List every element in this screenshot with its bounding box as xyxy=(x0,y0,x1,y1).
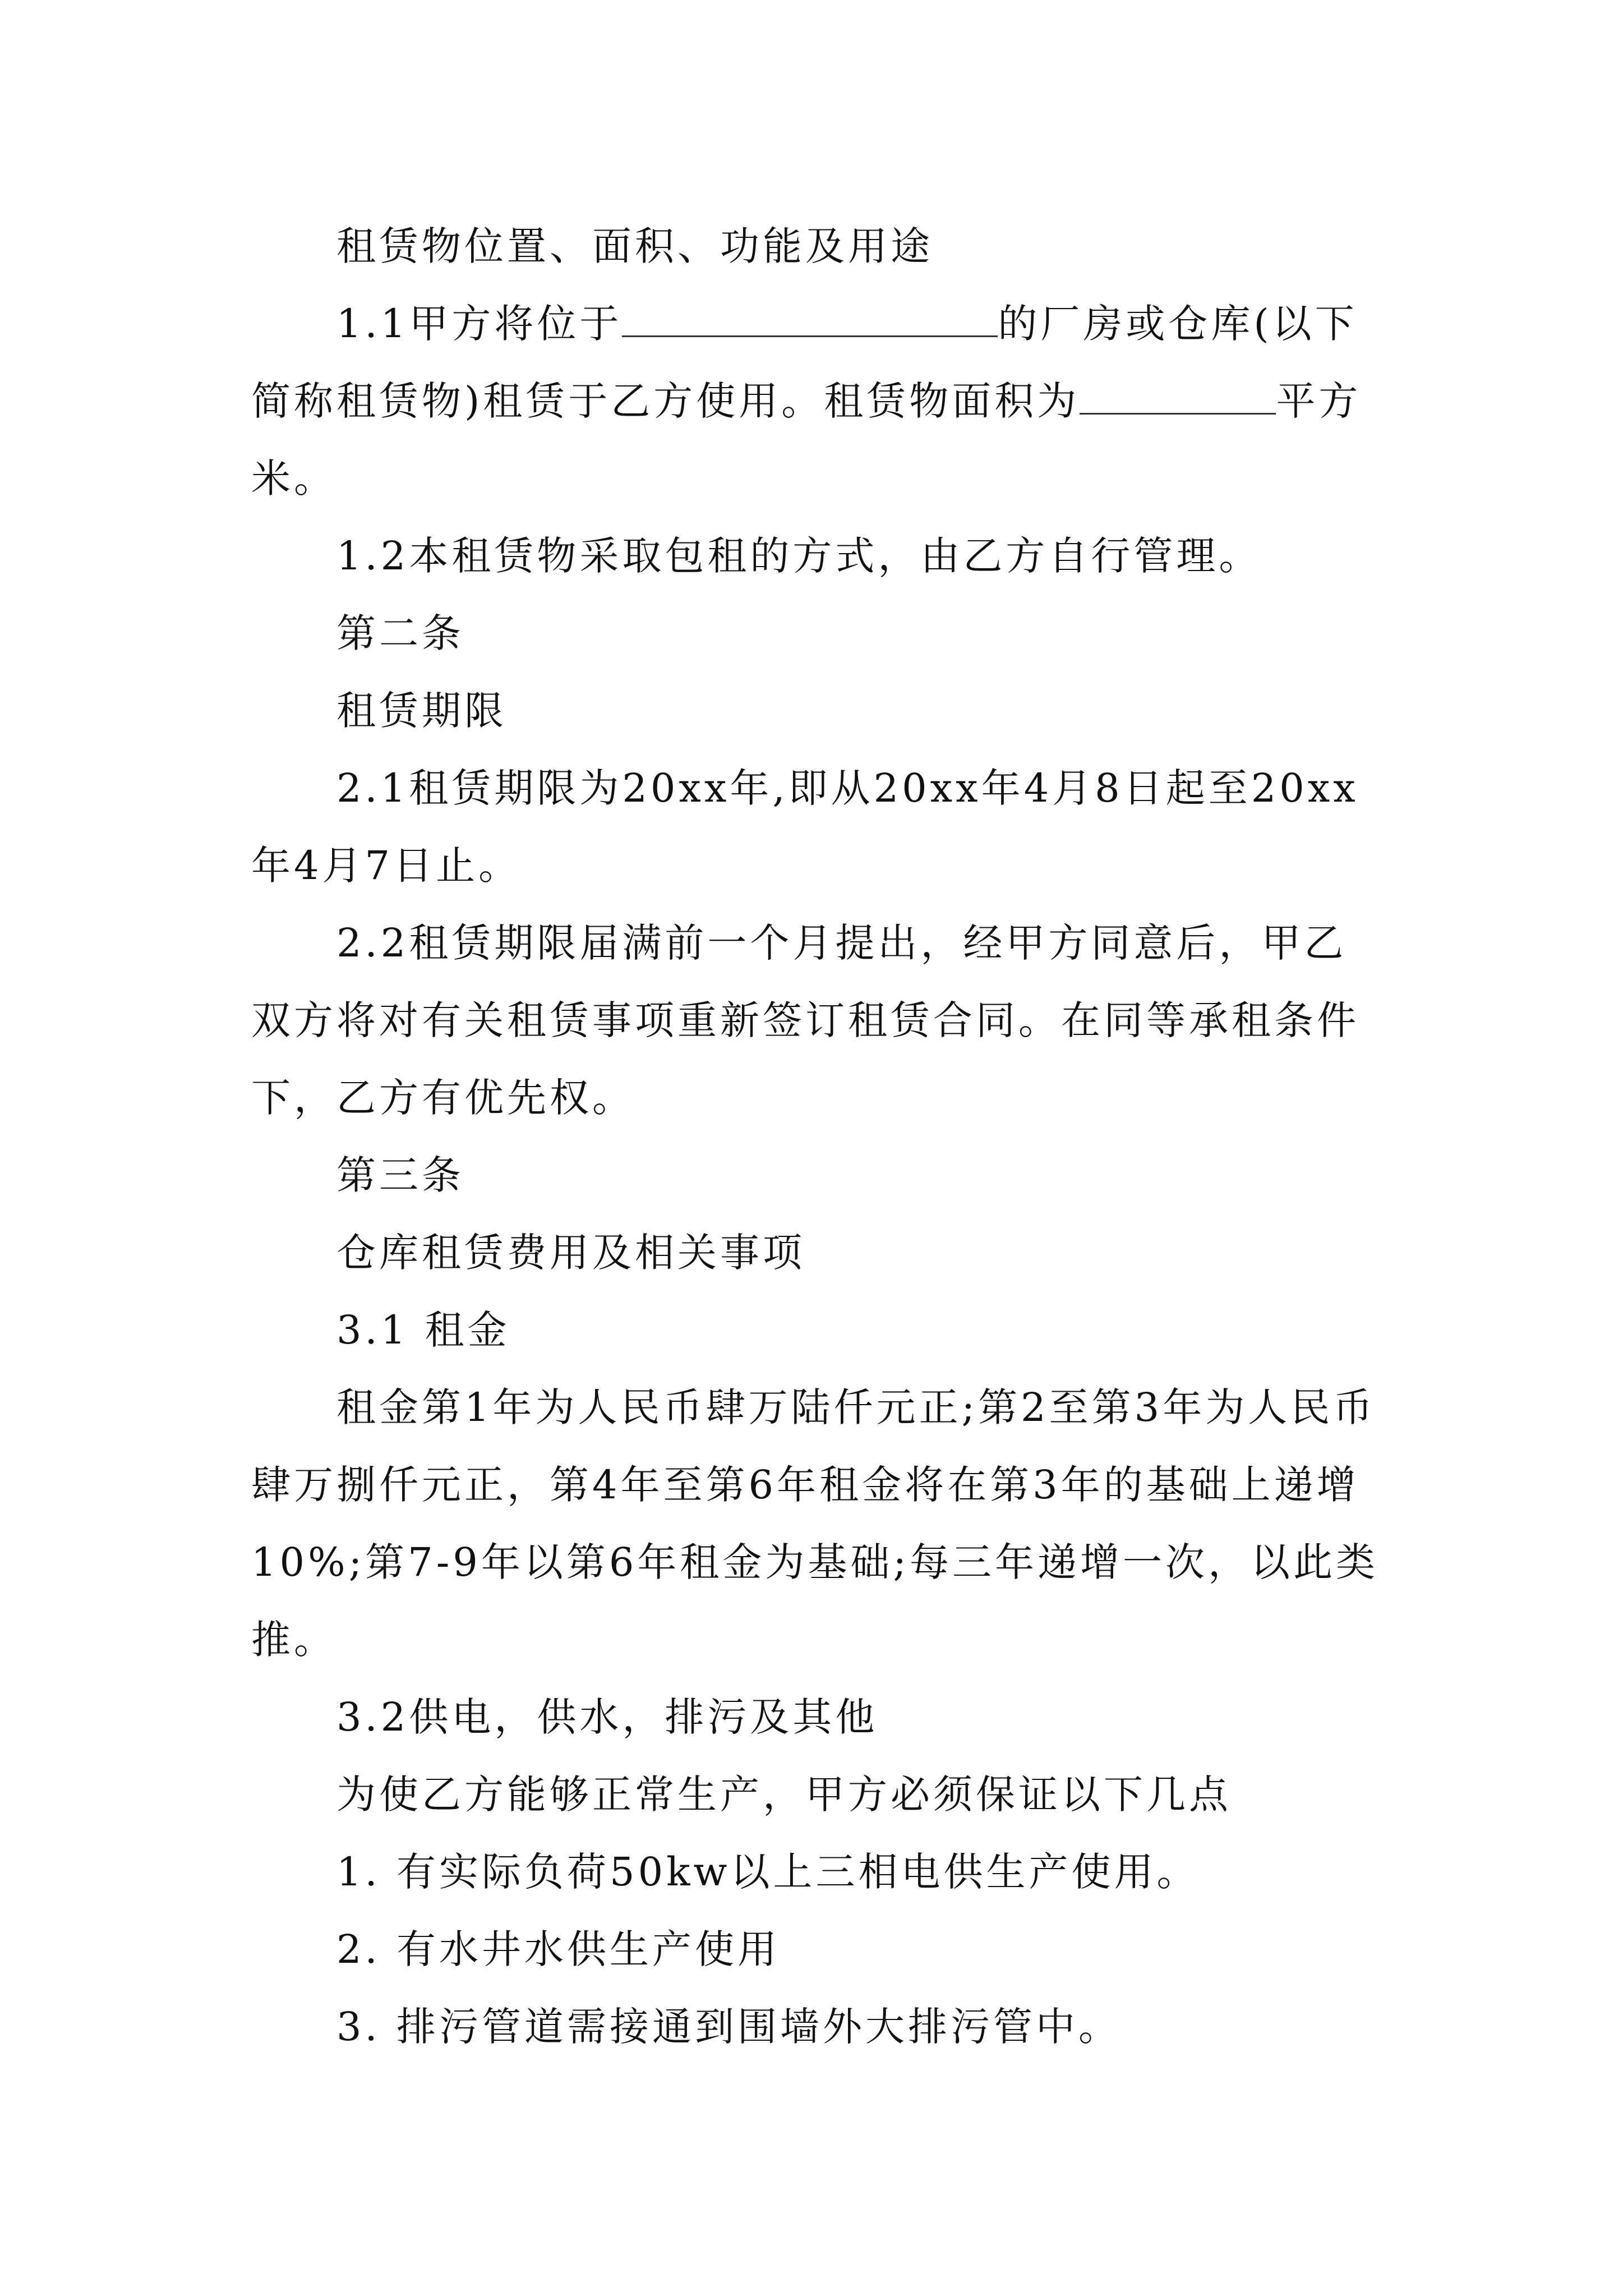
clause-1-1-after: 的厂房或仓库(以下简称租赁物)租赁于乙方使用。租赁物面积为 xyxy=(251,301,1358,424)
section-heading-location: 租赁物位置、面积、功能及用途 xyxy=(336,223,933,269)
area-blank xyxy=(1080,380,1276,415)
location-blank xyxy=(622,303,998,337)
utility-item-water: 2. 有水井水供生产使用 xyxy=(336,1926,781,1972)
utilities-intro: 为使乙方能够正常生产，甲方必须保证以下几点 xyxy=(336,1772,1232,1818)
section-heading-fees: 仓库租赁费用及相关事项 xyxy=(336,1230,805,1276)
clause-1-1-before: 1.1甲方将位于 xyxy=(336,301,623,347)
document-body xyxy=(251,208,1384,2065)
clause-2-2: 2.2租赁期限届满前一个月提出，经甲方同意后，甲乙双方将对有关租赁事项重新签订租赁合同。在同等承租条件下，乙方有优先权。 xyxy=(251,920,1359,1121)
clause-2-1: 2.1租赁期限为20xx年,即从20xx年4月8日起至20xx年4月7日止。 xyxy=(251,765,1359,889)
article-3-title: 第三条 xyxy=(336,1152,464,1198)
clause-3-2-title: 3.2供电，供水，排污及其他 xyxy=(336,1694,878,1740)
rent-details: 租金第1年为人民币肆万陆仟元正;第2至第3年为人民币肆万捌仟元正，第4年至第6年租金将在第3年的基础上递增10%;第7-9年以第6年租金为基础;每三年递增一次，以此类推。 xyxy=(251,1384,1379,1663)
section-heading-term: 租赁期限 xyxy=(336,688,507,734)
utility-item-drainage: 3. 排污管道需接通到围墙外大排污管中。 xyxy=(336,2004,1122,2050)
article-2-title: 第二条 xyxy=(336,610,464,656)
utility-item-power: 1. 有实际负荷50kw以上三相电供生产使用。 xyxy=(336,1849,1200,1895)
clause-1-1-end: 平方米。 xyxy=(251,378,1362,501)
clause-1-2: 1.2本租赁物采取包租的方式，由乙方自行管理。 xyxy=(336,533,1262,579)
clause-3-1-title: 3.1 租金 xyxy=(336,1307,510,1353)
clause-1-1 xyxy=(251,285,1384,517)
